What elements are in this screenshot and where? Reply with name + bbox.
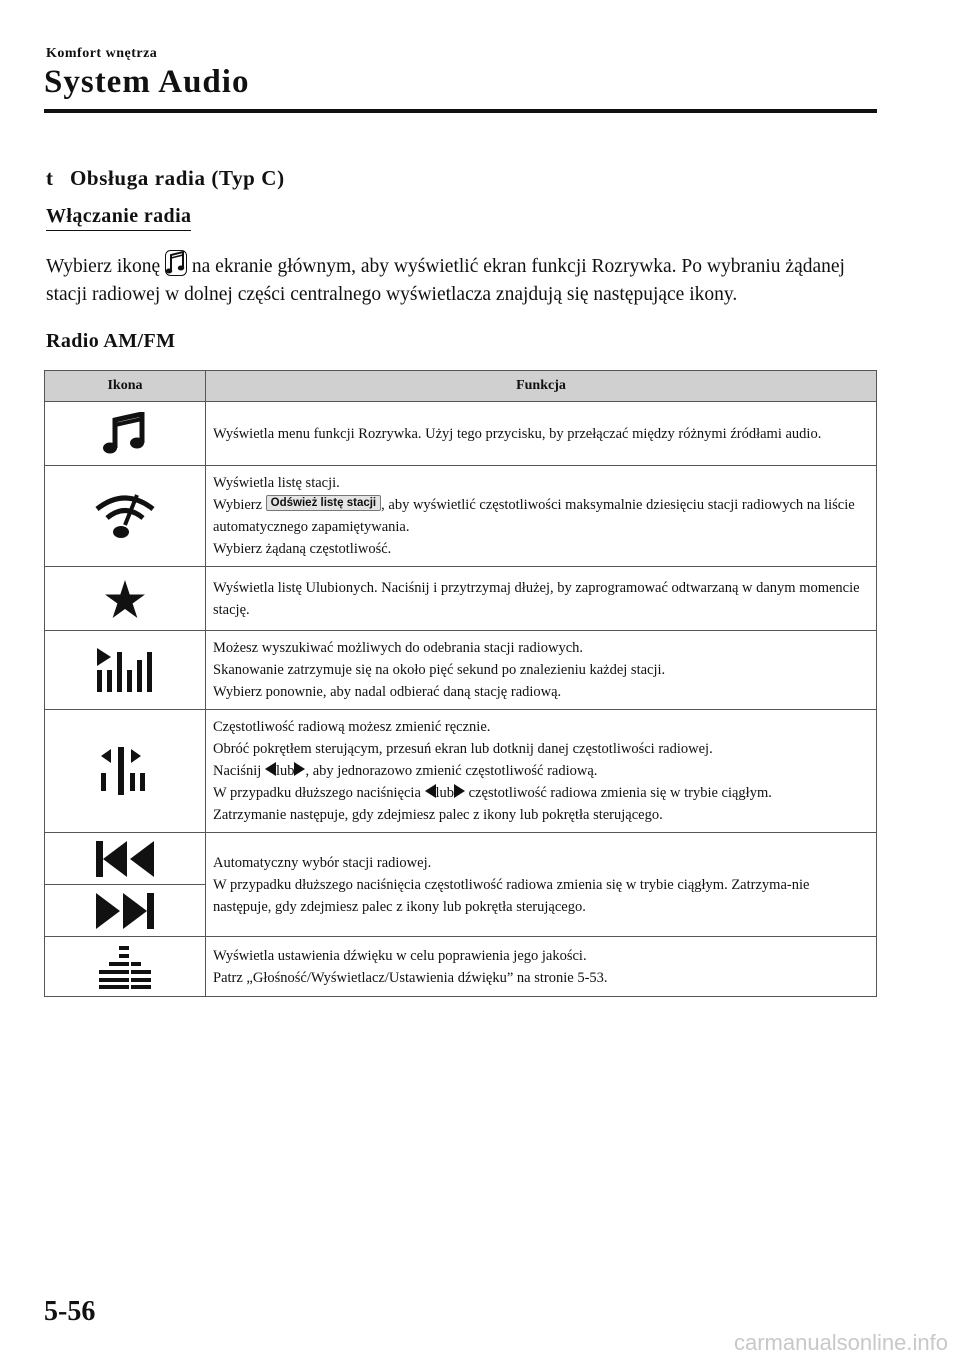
intro-paragraph: [46, 250, 876, 309]
description-text: Wybierz: [213, 497, 263, 513]
description-text: , aby wyświetlić częstotliwości maksymalnie dziesięciu stacji radiowych na liście automatycznego zapamiętywania.: [213, 497, 855, 535]
triangle-right-icon: [294, 762, 305, 776]
icon-cell: [45, 937, 206, 997]
description-line: Zatrzymanie następuje, gdy zdejmiesz palec z ikony lub pokrętła sterującego.: [213, 807, 663, 823]
icon-cell: [45, 833, 206, 885]
intro-text-part1: Wybierz ikonę: [46, 256, 161, 277]
music-note-icon: [102, 412, 148, 456]
manual-tune-icon: [97, 745, 153, 797]
table-row: [45, 937, 877, 997]
paragraph-heading: Włączanie radia: [46, 205, 191, 231]
table-header-row: [45, 371, 877, 402]
music-note-inline-icon: [165, 250, 187, 276]
table-row: [45, 567, 877, 631]
radio-am-fm-heading: Radio AM/FM: [46, 330, 176, 352]
table-row: [45, 466, 877, 567]
sound-settings-icon: [97, 944, 153, 990]
triangle-left-icon: [425, 784, 436, 798]
watermark: carmanualsonline.info: [733, 1330, 948, 1355]
function-description: [206, 466, 877, 567]
intro-text-part2: na ekranie głównym, aby wyświetlić ekran funkcji Rozrywka. Po wybraniu żądanej stacji radiowej w dolnej części centralnego wyświetlacza znajdują się następujące ikony.: [46, 256, 845, 305]
section-label: Komfort wnętrza: [46, 46, 158, 61]
skip-forward-icon: [94, 891, 156, 931]
description-line: Wybierz ponownie, aby nadal odbierać daną stację radiową.: [213, 684, 562, 700]
icon-function-table: [44, 370, 877, 997]
star-icon: [105, 580, 145, 618]
description-line: Wyświetla ustawienia dźwięku w celu poprawienia jego jakości.: [213, 947, 587, 964]
function-description: Wyświetla menu funkcji Rozrywka. Użyj tego przycisku, by przełączać między różnymi źródłami audio.: [206, 402, 877, 466]
icon-cell: [45, 402, 206, 466]
table-row: [45, 631, 877, 710]
subsection-title: Obsługa radia (Typ C): [70, 166, 285, 190]
description-line: Obróć pokrętłem sterującym, przesuń ekran lub dotknij danej częstotliwości radiowej.: [213, 741, 713, 757]
scan-icon: [95, 646, 155, 694]
chapter-title: System Audio: [44, 64, 250, 100]
description-line: [213, 494, 868, 538]
subsection-marker: t: [46, 166, 54, 190]
function-description: [206, 937, 877, 997]
icon-cell: [45, 631, 206, 710]
description-line: [213, 760, 868, 782]
description-line: W przypadku dłuższego naciśnięcia częstotliwość radiowa zmienia się w trybie ciągłym. Zatrzyma-nie następuje, gdy zdejmiesz palec z ikony lub pokrętła sterującego.: [213, 876, 810, 915]
icon-cell: [45, 710, 206, 833]
page-number: 5-56: [44, 1296, 96, 1327]
column-header-icon: Ikona: [45, 371, 206, 402]
skip-back-icon: [94, 839, 156, 879]
icon-cell: [45, 466, 206, 567]
triangle-right-icon: [454, 784, 465, 798]
function-description: [206, 710, 877, 833]
description-line: Częstotliwość radiową możesz zmienić ręcznie.: [213, 719, 491, 735]
description-text: W przypadku dłuższego naciśnięcia: [213, 785, 421, 801]
table-row: [45, 833, 877, 885]
description-line: [213, 782, 868, 804]
description-line: Patrz „Głośność/Wyświetlacz/Ustawienia dźwięku” na stronie 5-53.: [213, 969, 608, 986]
table-row: [45, 710, 877, 833]
description-line: Automatyczny wybór stacji radiowej.: [213, 854, 432, 871]
description-line: Skanowanie zatrzymuje się na około pięć sekund po znalezieniu każdej stacji.: [213, 662, 666, 678]
description-text: lub: [435, 785, 455, 801]
function-description: [206, 833, 877, 937]
description-text: , aby jednorazowo zmienić częstotliwość radiową.: [305, 763, 598, 779]
description-line: Wybierz żądaną częstotliwość.: [213, 541, 392, 557]
description-line: Możesz wyszukiwać możliwych do odebrania stacji radiowych.: [213, 640, 584, 656]
function-description: [206, 631, 877, 710]
description-text: częstotliwość radiowa zmienia się w trybie ciągłym.: [468, 785, 772, 801]
icon-cell: [45, 567, 206, 631]
station-list-icon: [93, 491, 157, 541]
description-line: Wyświetla listę stacji.: [213, 475, 340, 491]
table-row: [45, 402, 877, 466]
function-description: Wyświetla listę Ulubionych. Naciśnij i przytrzymaj dłużej, by zaprogramować odtwarzaną w danym momencie stację.: [206, 567, 877, 631]
description-text: lub: [275, 763, 295, 779]
subsection-heading: [46, 166, 285, 191]
triangle-left-icon: [265, 762, 276, 776]
refresh-station-list-button: Odśwież listę stacji: [266, 495, 381, 511]
description-text: Naciśnij: [213, 763, 262, 779]
icon-cell: [45, 885, 206, 937]
column-header-function: Funkcja: [206, 371, 877, 402]
title-rule: [44, 109, 877, 113]
